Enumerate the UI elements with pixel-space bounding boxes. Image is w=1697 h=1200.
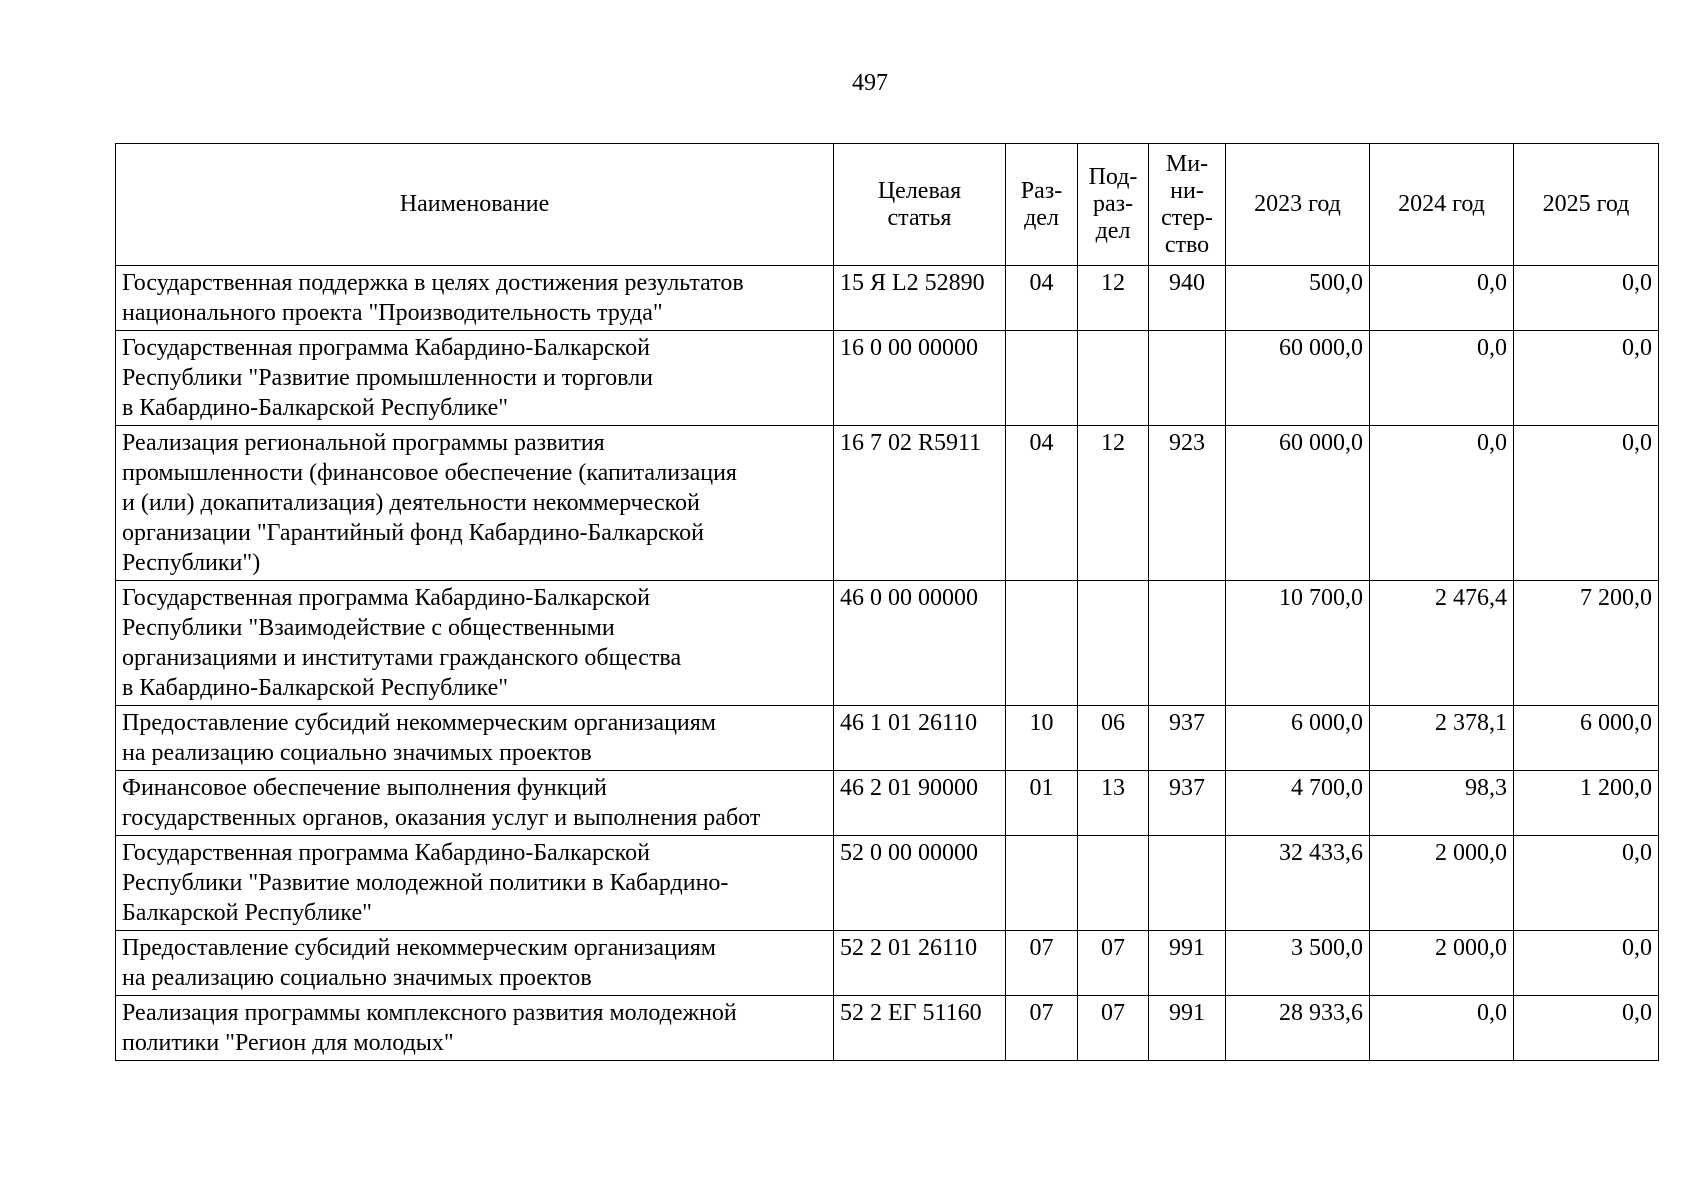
row-amount-2024: 98,3	[1370, 771, 1514, 836]
table-row	[116, 706, 1659, 771]
row-target-article: 52 2 01 26110	[834, 931, 1006, 996]
row-amount-2024: 2 476,4	[1370, 581, 1514, 706]
row-amount-2023: 10 700,0	[1226, 581, 1370, 706]
row-name: Предоставление субсидий некоммерческим организациям на реализацию социально значимых проектов	[116, 931, 834, 996]
table-row	[116, 266, 1659, 331]
row-target-article: 46 1 01 26110	[834, 706, 1006, 771]
row-amount-2025: 0,0	[1514, 331, 1659, 426]
table-row	[116, 931, 1659, 996]
row-subsection	[1078, 836, 1149, 931]
row-amount-2024: 2 000,0	[1370, 836, 1514, 931]
header-year-2025: 2025 год	[1514, 144, 1659, 266]
row-amount-2023: 60 000,0	[1226, 331, 1370, 426]
table-row	[116, 836, 1659, 931]
row-amount-2024: 0,0	[1370, 426, 1514, 581]
row-amount-2024: 0,0	[1370, 266, 1514, 331]
row-ministry: 940	[1149, 266, 1226, 331]
row-amount-2025: 0,0	[1514, 266, 1659, 331]
row-subsection: 13	[1078, 771, 1149, 836]
row-amount-2025: 0,0	[1514, 931, 1659, 996]
header-section: Раз- дел	[1006, 144, 1078, 266]
table-row	[116, 426, 1659, 581]
row-ministry: 937	[1149, 771, 1226, 836]
table-row	[116, 771, 1659, 836]
row-section	[1006, 581, 1078, 706]
row-section	[1006, 331, 1078, 426]
row-ministry	[1149, 331, 1226, 426]
row-amount-2024: 2 378,1	[1370, 706, 1514, 771]
row-section: 04	[1006, 266, 1078, 331]
row-subsection: 07	[1078, 931, 1149, 996]
row-name: Реализация программы комплексного развития молодежной политики "Регион для молодых"	[116, 996, 834, 1061]
row-target-article: 46 2 01 90000	[834, 771, 1006, 836]
row-amount-2023: 28 933,6	[1226, 996, 1370, 1061]
row-name: Реализация региональной программы развития промышленности (финансовое обеспечение (капитализация и (или) докапитализация) деятельности некоммерческой организации "Гарантийный фонд Кабардино-Балкарской Республики")	[116, 426, 834, 581]
row-section: 07	[1006, 931, 1078, 996]
row-name: Государственная программа Кабардино-Балкарской Республики "Развитие промышленности и торговли в Кабардино-Балкарской Республике"	[116, 331, 834, 426]
row-amount-2023: 3 500,0	[1226, 931, 1370, 996]
row-subsection: 06	[1078, 706, 1149, 771]
row-target-article: 16 0 00 00000	[834, 331, 1006, 426]
row-target-article: 52 2 ЕГ 51160	[834, 996, 1006, 1061]
row-amount-2023: 32 433,6	[1226, 836, 1370, 931]
row-ministry	[1149, 836, 1226, 931]
row-section: 07	[1006, 996, 1078, 1061]
row-amount-2024: 0,0	[1370, 331, 1514, 426]
row-ministry: 991	[1149, 931, 1226, 996]
row-amount-2025: 0,0	[1514, 836, 1659, 931]
header-ministry: Ми- ни- стер- ство	[1149, 144, 1226, 266]
row-name: Государственная программа Кабардино-Балкарской Республики "Взаимодействие с общественными организациями и институтами гражданского общества в Кабардино-Балкарской Республике"	[116, 581, 834, 706]
table-row	[116, 996, 1659, 1061]
row-subsection: 12	[1078, 266, 1149, 331]
row-ministry: 991	[1149, 996, 1226, 1061]
header-target-article: Целевая статья	[834, 144, 1006, 266]
row-name: Государственная программа Кабардино-Балкарской Республики "Развитие молодежной политики в Кабардино- Балкарской Республике"	[116, 836, 834, 931]
row-ministry: 937	[1149, 706, 1226, 771]
row-target-article: 52 0 00 00000	[834, 836, 1006, 931]
row-amount-2025: 0,0	[1514, 426, 1659, 581]
row-amount-2025: 7 200,0	[1514, 581, 1659, 706]
header-year-2024: 2024 год	[1370, 144, 1514, 266]
row-name: Государственная поддержка в целях достижения результатов национального проекта "Производительность труда"	[116, 266, 834, 331]
row-section: 10	[1006, 706, 1078, 771]
row-ministry: 923	[1149, 426, 1226, 581]
row-amount-2025: 6 000,0	[1514, 706, 1659, 771]
row-amount-2023: 4 700,0	[1226, 771, 1370, 836]
row-subsection: 07	[1078, 996, 1149, 1061]
budget-table	[115, 143, 1659, 1061]
table-row	[116, 331, 1659, 426]
row-amount-2025: 0,0	[1514, 996, 1659, 1061]
row-amount-2024: 0,0	[1370, 996, 1514, 1061]
row-subsection	[1078, 581, 1149, 706]
header-name: Наименование	[116, 144, 834, 266]
row-amount-2025: 1 200,0	[1514, 771, 1659, 836]
row-amount-2024: 2 000,0	[1370, 931, 1514, 996]
row-target-article: 15 Я L2 52890	[834, 266, 1006, 331]
row-target-article: 46 0 00 00000	[834, 581, 1006, 706]
row-amount-2023: 6 000,0	[1226, 706, 1370, 771]
row-subsection: 12	[1078, 426, 1149, 581]
row-amount-2023: 60 000,0	[1226, 426, 1370, 581]
row-section: 04	[1006, 426, 1078, 581]
row-name: Финансовое обеспечение выполнения функций государственных органов, оказания услуг и выполнения работ	[116, 771, 834, 836]
header-subsection: Под- раз- дел	[1078, 144, 1149, 266]
row-name: Предоставление субсидий некоммерческим организациям на реализацию социально значимых проектов	[116, 706, 834, 771]
row-section: 01	[1006, 771, 1078, 836]
table-header-row	[116, 144, 1659, 266]
row-amount-2023: 500,0	[1226, 266, 1370, 331]
row-section	[1006, 836, 1078, 931]
row-ministry	[1149, 581, 1226, 706]
row-target-article: 16 7 02 R5911	[834, 426, 1006, 581]
table-row	[116, 581, 1659, 706]
header-year-2023: 2023 год	[1226, 144, 1370, 266]
page-number: 497	[852, 70, 888, 96]
row-subsection	[1078, 331, 1149, 426]
